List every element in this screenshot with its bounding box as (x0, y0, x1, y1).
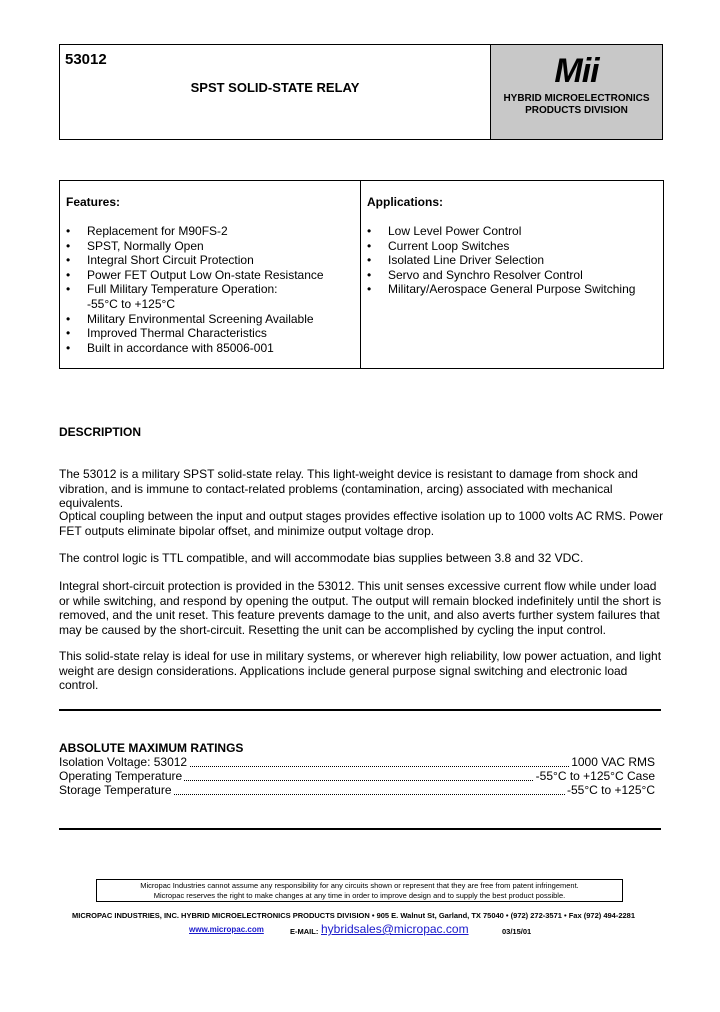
temp-range: -55°C to +125°C (87, 296, 175, 311)
company-address: MICROPAC INDUSTRIES, INC. HYBRID MICROELECTRONICS PRODUCTS DIVISION • 905 E. Walnut St, Garland, TX 75040 • (972) 272-3571 • Fax (972) 494-2281 (72, 911, 636, 920)
mii-logo: Mii (554, 52, 599, 90)
bullet-icon: • (66, 238, 71, 253)
revision-date: 03/15/01 (502, 927, 532, 936)
ratings-heading: ABSOLUTE MAXIMUM RATINGS (59, 741, 244, 755)
list-item (66, 341, 324, 356)
rating-label: Isolation Voltage: 53012 (59, 755, 188, 769)
application-text: Military/Aerospace General Purpose Switching (388, 282, 636, 297)
division-line-2: PRODUCTS DIVISION (525, 105, 628, 116)
description-paragraph-2: Optical coupling between the input and output stages provides effective isolation up to 1000 volts AC RMS. Power FET outputs eliminate bipolar offset, and minimize output voltage drop. (59, 509, 664, 538)
bullet-icon: • (367, 282, 372, 297)
applications-list (367, 224, 635, 297)
bullet-icon: • (66, 326, 71, 341)
division-line-1: HYBRID MICROELECTRONICS (503, 93, 650, 104)
description-paragraph-3: The control logic is TTL compatible, and will accommodate bias supplies between 3.8 and 32 VDC. (59, 551, 584, 565)
description-paragraph-4: Integral short-circuit protection is provided in the 53012. This unit senses excessive current flow while under load or while switching, and respond by opening the output. The output will remain blocked indefinitely until the short is removed, and the unit reset. This feature prevents damage to the unit, and also averts further system failures that may be caused by the short-circuit. Resetting the unit can be accomplished by cycling the input control. (59, 579, 662, 637)
bullet-icon: • (367, 253, 372, 268)
description-paragraph-5: This solid-state relay is ideal for use in military systems, or wherever high reliability, low power actuation, and light weight are design considerations. Applications include general purpose signal switching and electronic load control. (59, 649, 662, 693)
feature-text: Military Environmental Screening Available (87, 311, 314, 326)
feature-text: Replacement for M90FS-2 (87, 224, 228, 238)
bullet-icon: • (66, 282, 71, 297)
rating-value: -55°C to +125°C Case (535, 769, 655, 783)
list-item (66, 312, 324, 327)
header-box (59, 44, 663, 140)
feature-text: Power FET Output Low On-state Resistance (87, 267, 324, 282)
features-list (66, 224, 324, 355)
applications-column (361, 181, 663, 368)
bullet-icon: • (66, 267, 71, 282)
description-heading: DESCRIPTION (59, 425, 142, 439)
list-item (66, 268, 324, 283)
rating-row (59, 755, 655, 770)
features-heading: Features: (66, 195, 121, 209)
list-item (66, 224, 324, 239)
bullet-icon: • (66, 311, 71, 326)
rating-row (59, 769, 655, 784)
list-item (367, 224, 635, 239)
part-number: 53012 (65, 51, 107, 68)
header-title-area (60, 45, 490, 139)
rating-label: Storage Temperature (59, 783, 172, 797)
list-item (66, 282, 324, 311)
list-item (367, 282, 635, 297)
bullet-icon: • (367, 267, 372, 282)
feature-text: Built in accordance with 85006-001 (87, 340, 274, 355)
company-logo-panel (490, 45, 662, 139)
features-applications-box (59, 180, 664, 369)
list-item (367, 253, 635, 268)
list-item (66, 239, 324, 254)
feature-text: Full Military Temperature Operation: (87, 282, 278, 297)
email-label: E-MAIL: (290, 927, 319, 936)
rating-label: Operating Temperature (59, 769, 183, 783)
disclaimer-box (96, 879, 623, 902)
bullet-icon: • (367, 238, 372, 253)
divider-rule (59, 828, 661, 830)
application-text: Current Loop Switches (388, 238, 510, 253)
disclaimer-line-2: Micropac reserves the right to make changes at any time in order to improve design and to supply the best product possible. (153, 891, 566, 900)
page-title: SPST SOLID-STATE RELAY (190, 80, 360, 95)
list-item (367, 239, 635, 254)
application-text: Servo and Synchro Resolver Control (388, 267, 583, 282)
bullet-icon: • (66, 340, 71, 355)
bullet-icon: • (367, 224, 372, 238)
features-column (60, 181, 361, 368)
disclaimer-line-1: Micropac Industries cannot assume any responsibility for any circuits shown or represent that they are free from patent infringement. (140, 881, 579, 890)
bullet-icon: • (66, 224, 71, 238)
bullet-icon: • (66, 253, 71, 268)
application-text: Isolated Line Driver Selection (388, 253, 545, 268)
feature-text: Integral Short Circuit Protection (87, 253, 254, 268)
description-paragraph-1: The 53012 is a military SPST solid-state relay. This light-weight device is resistant to damage from shock and vibration, and is immune to contact-related problems (contamination, arcing) associated with mechanical equivalents. (59, 467, 638, 511)
application-text: Low Level Power Control (388, 224, 522, 238)
feature-text: SPST, Normally Open (87, 238, 204, 253)
rating-value: 1000 VAC RMS (571, 755, 655, 769)
rating-row (59, 783, 655, 798)
website-link[interactable]: www.micropac.com (189, 925, 264, 934)
rating-value: -55°C to +125°C (567, 783, 655, 797)
email-link[interactable]: hybridsales@micropac.com (321, 922, 469, 936)
list-item (367, 268, 635, 283)
list-item (66, 326, 324, 341)
feature-text: Improved Thermal Characteristics (87, 326, 267, 341)
divider-rule (59, 709, 661, 711)
list-item (66, 253, 324, 268)
applications-heading: Applications: (367, 195, 444, 209)
